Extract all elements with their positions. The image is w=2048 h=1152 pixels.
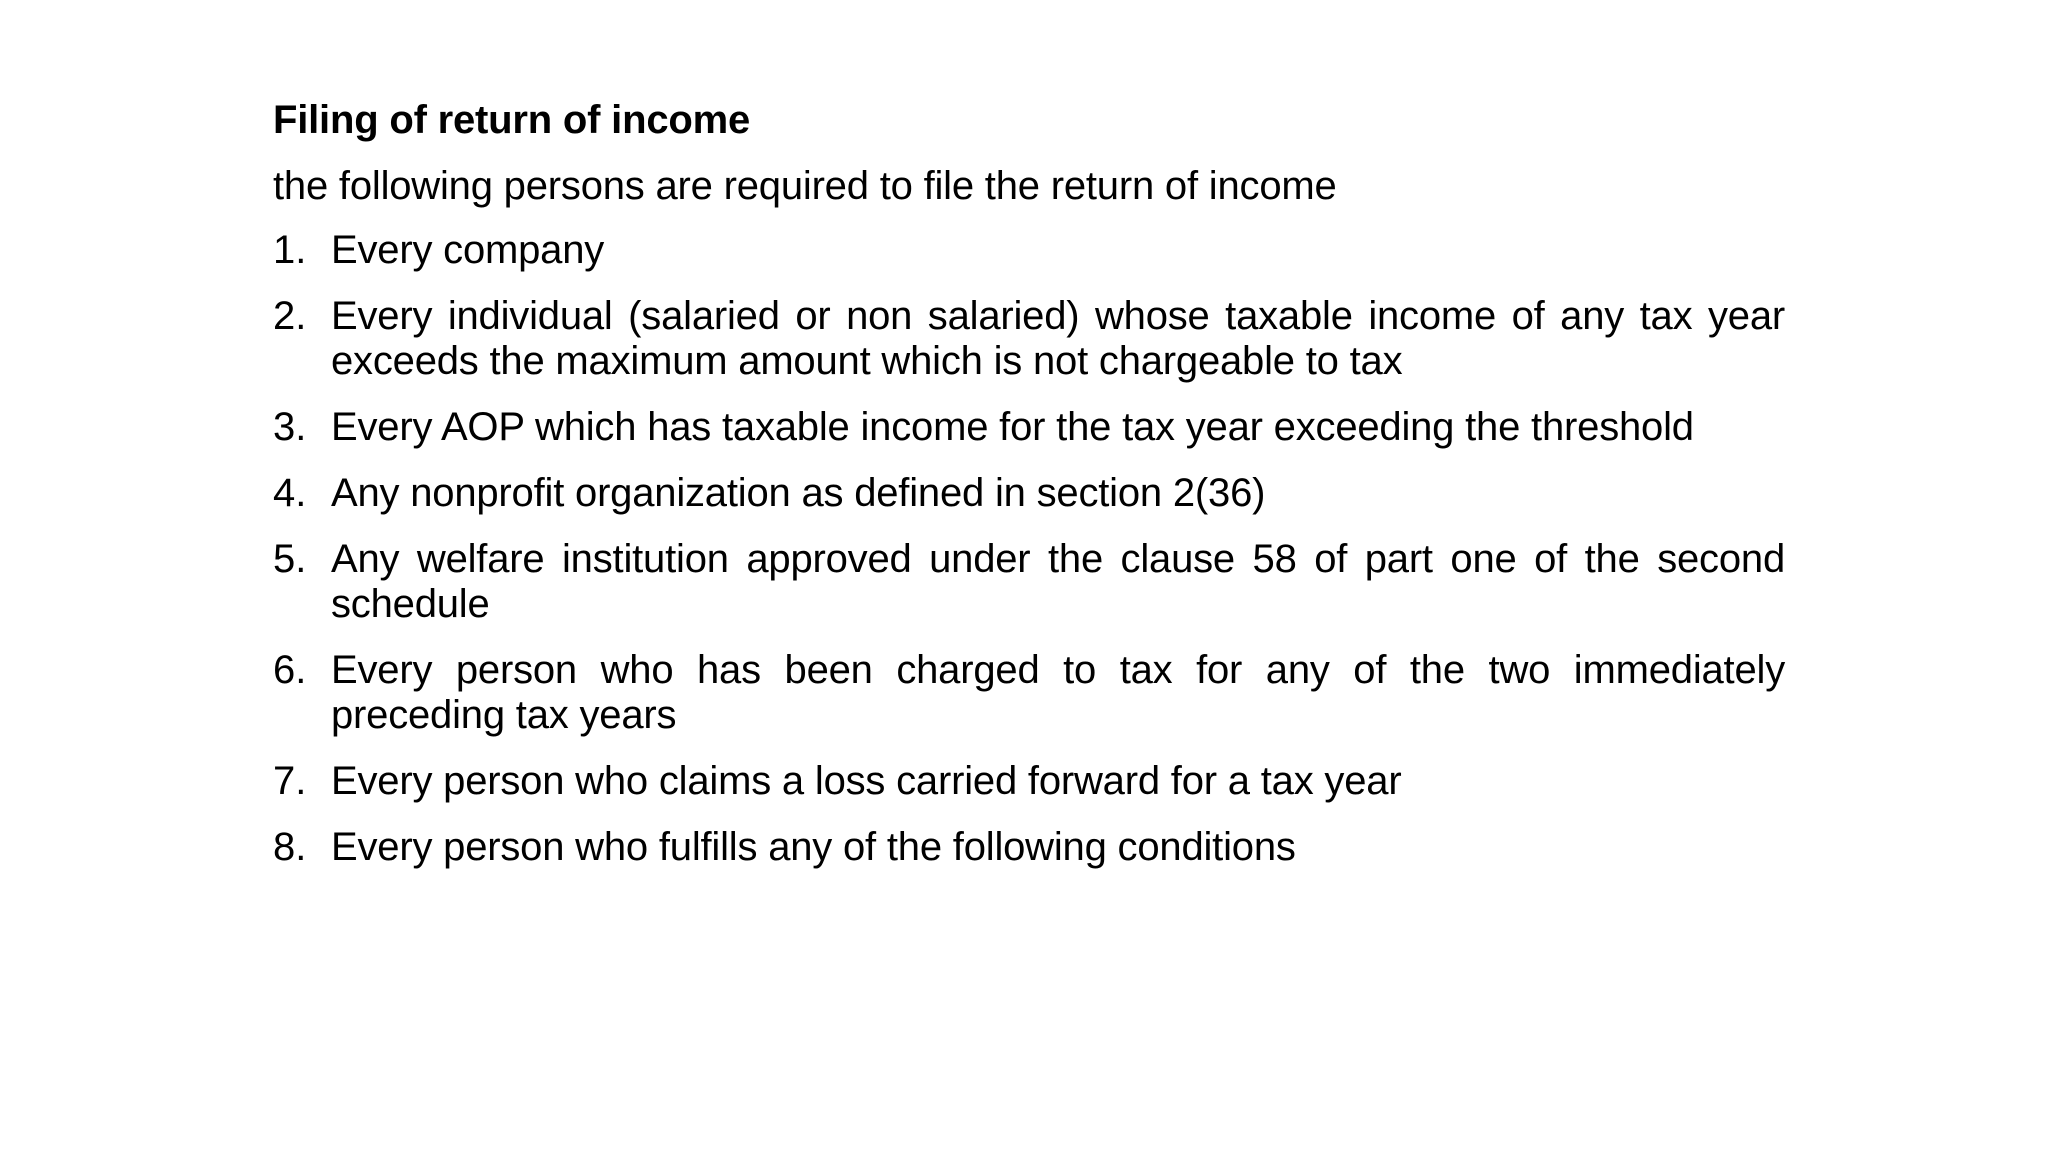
list-item bbox=[273, 294, 1785, 384]
list-item bbox=[273, 405, 1785, 450]
list-item bbox=[273, 471, 1785, 516]
intro-text: the following persons are required to file the return of income bbox=[273, 164, 1337, 208]
list-item-number: 4. bbox=[273, 471, 307, 515]
list-item bbox=[273, 537, 1785, 627]
list-item-text: Every person who claims a loss carried forward for a tax year bbox=[331, 759, 1402, 803]
list-item-number: 8. bbox=[273, 825, 307, 869]
list-item-number: 3. bbox=[273, 405, 307, 449]
requirements-list bbox=[273, 228, 1785, 870]
list-item-number: 5. bbox=[273, 537, 307, 581]
list-item-text: Every AOP which has taxable income for the tax year exceeding the threshold bbox=[331, 405, 1694, 449]
list-item bbox=[273, 648, 1785, 738]
list-item-number: 2. bbox=[273, 294, 307, 338]
list-item-text: Every individual (salaried or non salaried) whose taxable income of any tax year exceeds the maximum amount which is not chargeable to tax bbox=[331, 294, 1785, 383]
list-item bbox=[273, 228, 1785, 273]
list-item-text: Every company bbox=[331, 228, 605, 272]
slide-title: Filing of return of income bbox=[273, 98, 751, 142]
list-item-text: Any nonprofit organization as defined in section 2(36) bbox=[331, 471, 1266, 515]
list-item bbox=[273, 759, 1785, 804]
list-item-number: 6. bbox=[273, 648, 307, 692]
list-item-text: Any welfare institution approved under the clause 58 of part one of the second schedule bbox=[331, 537, 1785, 626]
list-item bbox=[273, 825, 1785, 870]
list-item-text: Every person who has been charged to tax for any of the two immediately preceding tax years bbox=[331, 648, 1785, 737]
list-item-number: 7. bbox=[273, 759, 307, 803]
list-item-number: 1. bbox=[273, 228, 307, 272]
list-item-text: Every person who fulfills any of the following conditions bbox=[331, 825, 1296, 869]
slide-content bbox=[273, 96, 1785, 891]
